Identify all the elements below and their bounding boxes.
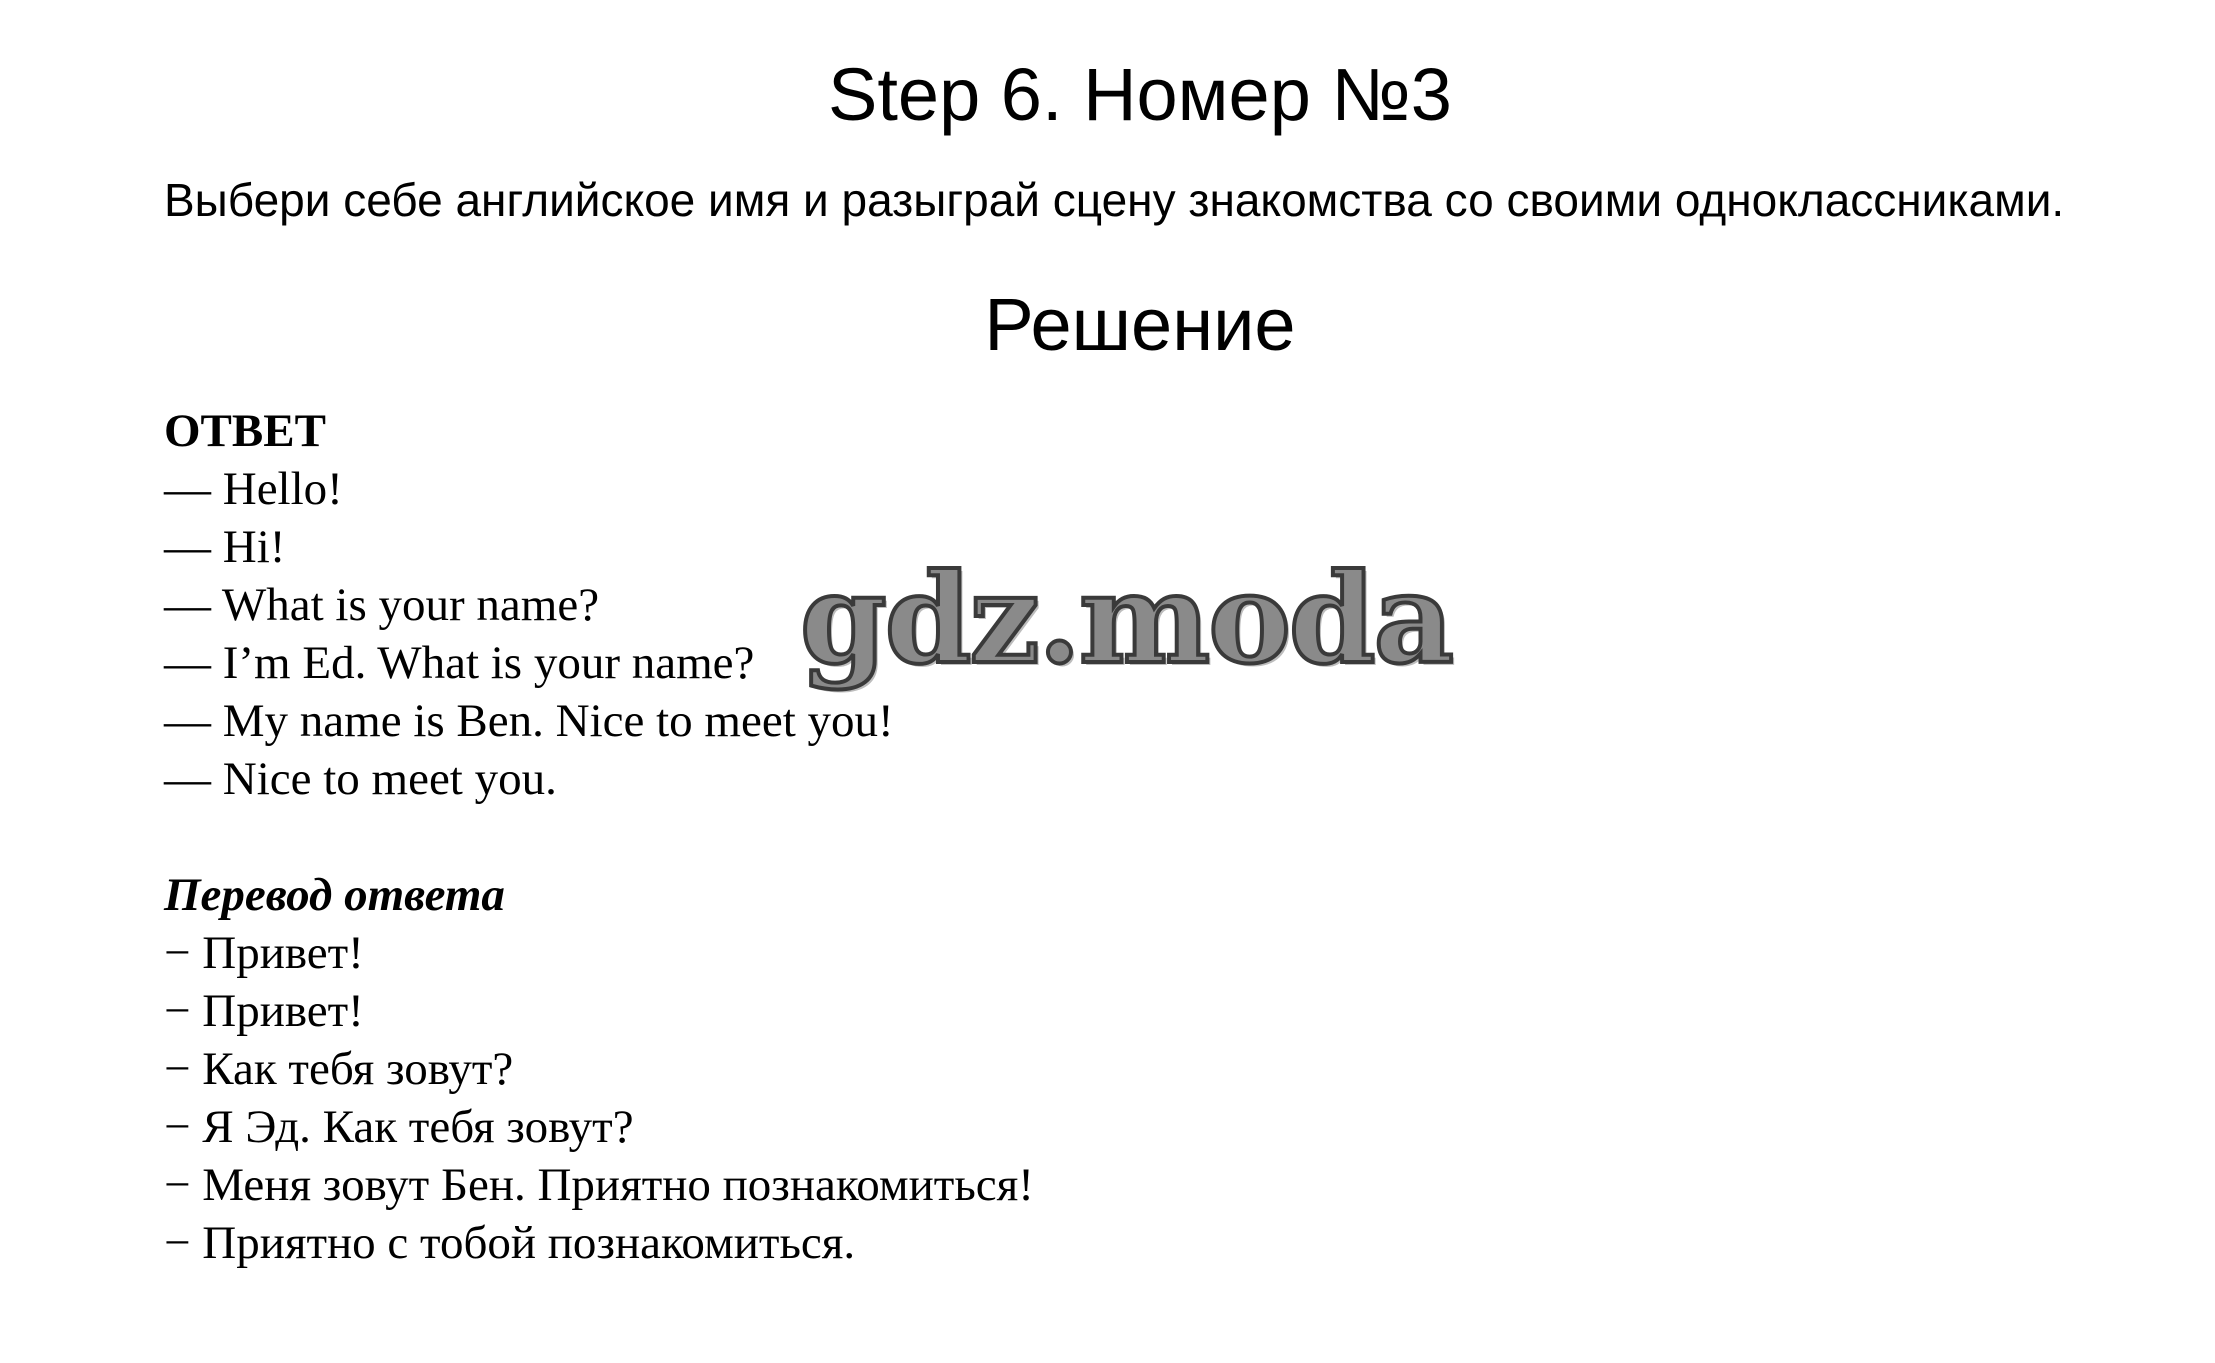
translation-line: − Меня зовут Бен. Приятно познакомиться!: [164, 1159, 1034, 1211]
answer-line: — Nice to meet you.: [164, 753, 557, 805]
translation-line: − Приятно с тобой познакомиться.: [164, 1217, 856, 1269]
answer-label: ОТВЕТ: [164, 405, 326, 457]
answer-line: — Hi!: [164, 521, 286, 573]
translation-label: Перевод ответа: [164, 869, 505, 921]
page-title: Step 6. Номер №3: [828, 53, 1452, 136]
answer-block: [164, 402, 894, 808]
translation-line: − Привет!: [164, 927, 364, 979]
translation-line: − Привет!: [164, 985, 364, 1037]
answer-line: — I’m Ed. What is your name?: [164, 637, 755, 689]
solution-heading: Решение: [984, 283, 1296, 366]
answer-line: — Hello!: [164, 463, 343, 515]
watermark-logo: gdz.moda: [800, 547, 1452, 692]
answer-line: — My name is Ben. Nice to meet you!: [164, 695, 894, 747]
translation-line: − Как тебя зовут?: [164, 1043, 514, 1095]
answer-line: — What is your name?: [164, 579, 600, 631]
translation-line: − Я Эд. Как тебя зовут?: [164, 1101, 634, 1153]
translation-block: [164, 866, 1034, 1272]
task-text: Выбери себе английское имя и разыграй сцену знакомства со своими одноклассниками.: [164, 174, 2065, 226]
